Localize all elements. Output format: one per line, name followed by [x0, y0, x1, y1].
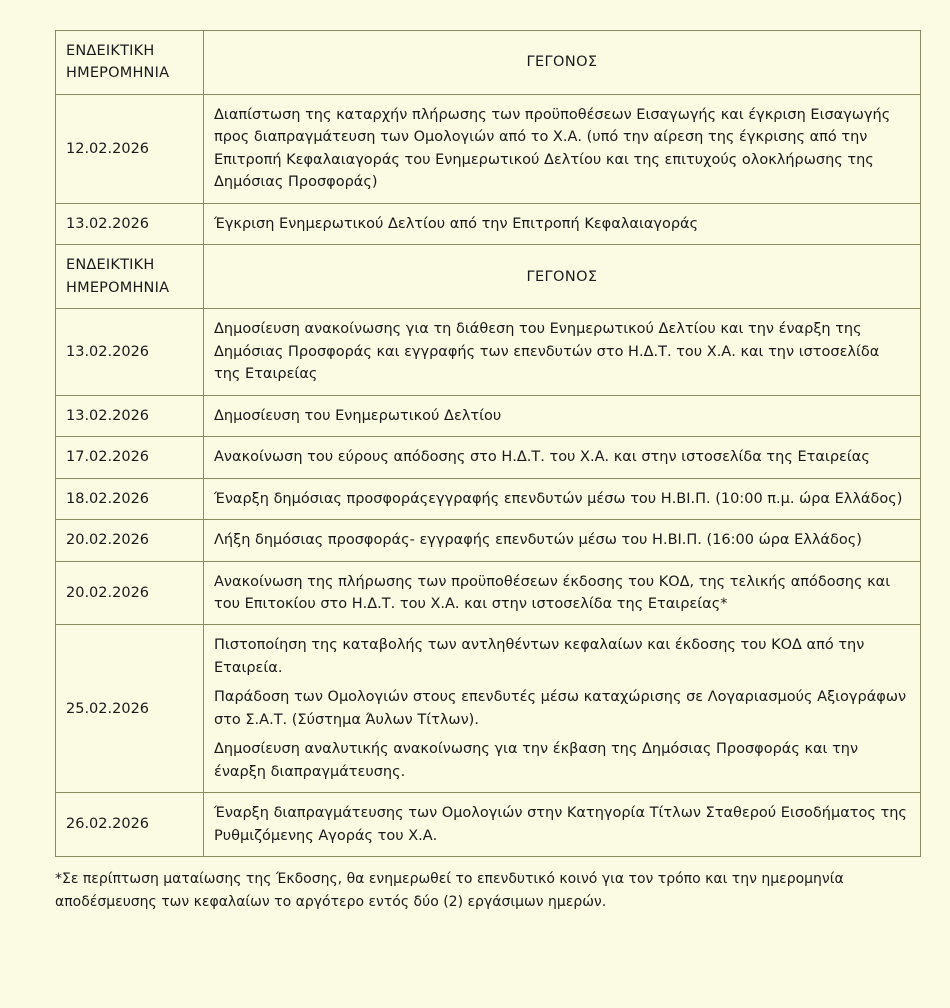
footnote	[55, 868, 920, 913]
column-header-date-line1: ΕΝΔΕΙΚΤΙΚΗ	[66, 43, 155, 59]
column-header-date-line2: ΗΜΕΡΟΜΗΝΙΑ	[66, 279, 170, 296]
row-event-paragraph: Παράδοση των Ομολογιών στους επενδυτές μέσω καταχώρισης σε Λογαριασμούς Αξιογράφων στο Σ.Α.Τ. (Σύστημα Άυλων Τίτλων).	[214, 689, 907, 728]
row-event	[204, 203, 921, 244]
row-date: 12.02.2026	[56, 94, 204, 203]
table-row	[56, 94, 921, 203]
row-event-paragraph: Πιστοποίηση της καταβολής των αντληθέντων κεφαλαίων και έκδοσης του ΚΟΔ από την Εταιρεία.	[214, 637, 865, 676]
row-date: 20.02.2026	[56, 561, 204, 625]
row-event-paragraph: Ανακοίνωση του εύρους απόδοσης στο Η.Δ.Τ. του Χ.Α. και στην ιστοσελίδα της Εταιρείας	[214, 449, 870, 466]
row-event	[204, 625, 921, 793]
row-date: 25.02.2026	[56, 625, 204, 793]
row-event	[204, 478, 921, 519]
row-event	[204, 94, 921, 203]
row-event-paragraph: Δημοσίευση αναλυτικής ανακοίνωσης για την έκβαση της Δημόσιας Προσφοράς και την έναρξη διαπραγμάτευσης.	[214, 741, 859, 780]
indicative-timetable-table	[55, 30, 921, 857]
row-event-paragraph: Δημοσίευση ανακοίνωσης για τη διάθεση του Ενημερωτικού Δελτίου και την έναρξη της Δημόσιας Προσφοράς και εγγραφής των επενδυτών στο Η.Δ.Τ. του Χ.Α. και την ιστοσελίδα της Εταιρείας	[214, 321, 880, 383]
table-body	[56, 31, 921, 857]
table-header-row	[56, 245, 921, 309]
table-row	[56, 478, 921, 519]
column-header-date-line1: ΕΝΔΕΙΚΤΙΚΗ	[66, 257, 155, 274]
row-event-paragraph: Έναρξη δημόσιας προσφοράςεγγραφής επενδυτών μέσω του Η.ΒΙ.Π. (10:00 π.μ. ώρα Ελλάδος)	[214, 490, 903, 507]
row-event-paragraph: Ανακοίνωση της πλήρωσης των προϋποθέσεων έκδοσης του ΚΟΔ, της τελικής απόδοσης και του Επιτοκίου στο Η.Δ.Τ. του Χ.Α. και στην ιστοσελίδα της Εταιρείας*	[214, 573, 891, 612]
column-header-event: ΓΕΓΟΝΟΣ	[204, 245, 921, 309]
column-header-date	[56, 245, 204, 309]
table-header-row	[56, 31, 921, 95]
table-row	[56, 793, 921, 857]
footnote-line-2: αποδέσμευσης των κεφαλαίων το αργότερο εντός δύο (2) εργάσιμων ημερών.	[55, 893, 607, 910]
column-header-event: ΓΕΓΟΝΟΣ	[204, 31, 921, 95]
row-date: 17.02.2026	[56, 437, 204, 478]
row-event-paragraph: Δημοσίευση του Ενημερωτικού Δελτίου	[214, 407, 502, 424]
column-header-date	[56, 31, 204, 95]
footnote-line-1: *Σε περίπτωση ματαίωσης της Έκδοσης, θα ενημερωθεί το επενδυτικό κοινό για τον τρόπο και την ημερομηνία	[55, 871, 844, 888]
row-event	[204, 309, 921, 395]
table-row	[56, 520, 921, 561]
table-row	[56, 561, 921, 625]
row-date: 26.02.2026	[56, 793, 204, 857]
table-row	[56, 203, 921, 244]
row-event	[204, 561, 921, 625]
row-date: 13.02.2026	[56, 309, 204, 395]
table-row	[56, 309, 921, 395]
row-event	[204, 793, 921, 857]
row-event	[204, 520, 921, 561]
table-row	[56, 437, 921, 478]
table-row	[56, 395, 921, 436]
column-header-date-line2: ΗΜΕΡΟΜΗΝΙΑ	[66, 65, 170, 82]
row-date: 13.02.2026	[56, 203, 204, 244]
row-event	[204, 395, 921, 436]
row-date: 20.02.2026	[56, 520, 204, 561]
row-event-paragraph: Έναρξη διαπραγμάτευσης των Ομολογιών στην Κατηγορία Τίτλων Σταθερού Εισοδήματος της Ρυθμιζόμενης Αγοράς του Χ.Α.	[214, 805, 907, 844]
row-date: 18.02.2026	[56, 478, 204, 519]
table-row	[56, 625, 921, 793]
row-event-paragraph: Διαπίστωση της καταρχήν πλήρωσης των προϋποθέσεων Εισαγωγής και έγκριση Εισαγωγής προς διαπραγμάτευση των Ομολογιών από το Χ.Α. (υπό την αίρεση της έγκρισης από την Επιτροπή Κεφαλαιαγοράς του Ενημερωτικού Δελτίου και της επιτυχούς ολοκλήρωσης της Δημόσιας Προσφοράς)	[214, 106, 891, 191]
row-date: 13.02.2026	[56, 395, 204, 436]
row-event-paragraph: Έγκριση Ενημερωτικού Δελτίου από την Επιτροπή Κεφαλαιαγοράς	[214, 215, 699, 232]
row-event	[204, 437, 921, 478]
row-event-paragraph: Λήξη δημόσιας προσφοράς- εγγραφής επενδυτών μέσω του Η.ΒΙ.Π. (16:00 ώρα Ελλάδος)	[214, 532, 862, 549]
